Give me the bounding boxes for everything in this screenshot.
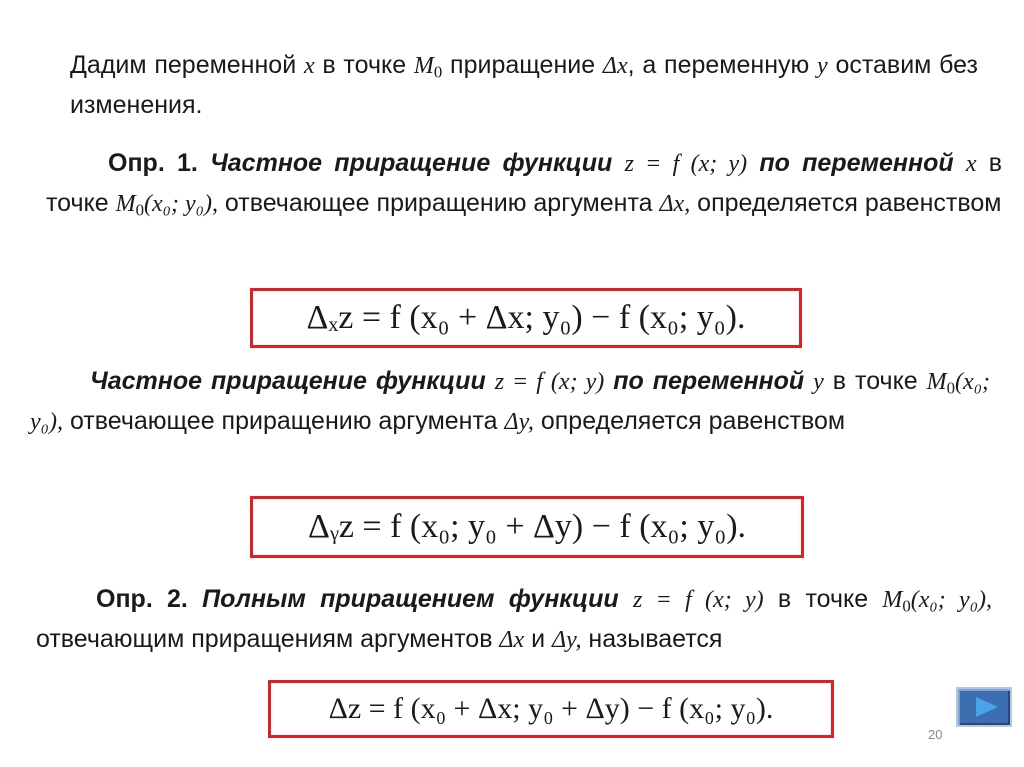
point-args: (x₀; y₀),: [30, 369, 991, 435]
formula-text: Δz = f (x₀ + Δx; y₀ + Δy) − f (x₀; y₀).: [328, 692, 774, 725]
point-expression: [882, 587, 993, 616]
var-y: y: [817, 53, 828, 79]
formula-total: [268, 680, 834, 738]
definition-term: Частное приращение функции: [210, 149, 613, 177]
definition-text: и: [524, 625, 553, 653]
definition-text: отвечающее приращению аргумента: [217, 189, 660, 217]
point-args: (x₀; y₀),: [910, 587, 993, 613]
definition-text: определяется равенством: [533, 407, 846, 435]
point-letter: M: [115, 191, 136, 217]
intro-text: оставим без изменения.: [70, 51, 978, 119]
page-number: 20: [928, 727, 943, 742]
next-slide-arrow-icon: [976, 697, 998, 717]
delta-x: Δx,: [659, 191, 691, 217]
intro-text: в точке: [314, 51, 414, 79]
formula-partial-y: [250, 496, 804, 558]
formula-text: Δᵧz = f (x₀; y₀ + Δy) − f (x₀; y₀).: [307, 508, 747, 545]
function-expression: z = f (x; y): [494, 369, 605, 395]
point-subscript: 0: [135, 200, 145, 220]
formula-text: Δₓz = f (x₀ + Δx; y₀) − f (x₀; y₀).: [306, 299, 746, 336]
partial-y-paragraph: [30, 362, 990, 442]
intro-text: , а переменную: [627, 51, 818, 79]
definition-text: отвечающим приращениям аргументов: [36, 625, 500, 653]
definition-text: называется: [581, 625, 723, 653]
point-expression: [115, 191, 218, 220]
definition-2: [36, 580, 992, 660]
point-m0: [413, 53, 443, 82]
formula-partial-x: [250, 288, 802, 348]
point-subscript: 0: [433, 62, 443, 82]
definition-text: в точке: [823, 367, 927, 395]
point-letter: M: [882, 587, 903, 613]
definition-text: отвечающее приращению аргумента: [63, 407, 505, 435]
definition-text: определяется равенством: [690, 189, 1002, 217]
function-expression: z = f (x; y): [624, 151, 748, 177]
definition-text: в точке: [46, 149, 1003, 217]
delta-x: Δx: [499, 627, 525, 653]
definition-term: по переменной: [759, 149, 954, 177]
definition-term: по переменной: [613, 367, 805, 395]
point-letter: M: [413, 53, 434, 79]
delta-y: Δy,: [504, 409, 534, 435]
point-subscript: 0: [902, 596, 911, 616]
function-expression: z = f (x; y): [632, 587, 764, 613]
intro-text: Дадим переменной: [70, 51, 304, 79]
definition-label: Опр. 1.: [108, 149, 198, 177]
point-subscript: 0: [946, 378, 956, 398]
next-slide-button[interactable]: [956, 687, 1012, 727]
var-x: x: [965, 151, 977, 177]
intro-paragraph: [70, 46, 978, 125]
definition-1: [46, 144, 1002, 224]
var-y: y: [813, 369, 824, 395]
delta-y: Δy,: [552, 627, 582, 653]
point-args: (x₀; y₀),: [144, 191, 218, 217]
point-letter: M: [926, 369, 947, 395]
definition-term: Частное приращение функции: [90, 367, 486, 395]
delta-x: Δx: [602, 53, 628, 79]
var-x: x: [303, 53, 315, 79]
intro-text: приращение: [442, 51, 603, 79]
definition-term: Полным приращением функции: [202, 585, 619, 613]
definition-text: в точке: [763, 585, 883, 613]
definition-label: Опр. 2.: [96, 585, 188, 613]
